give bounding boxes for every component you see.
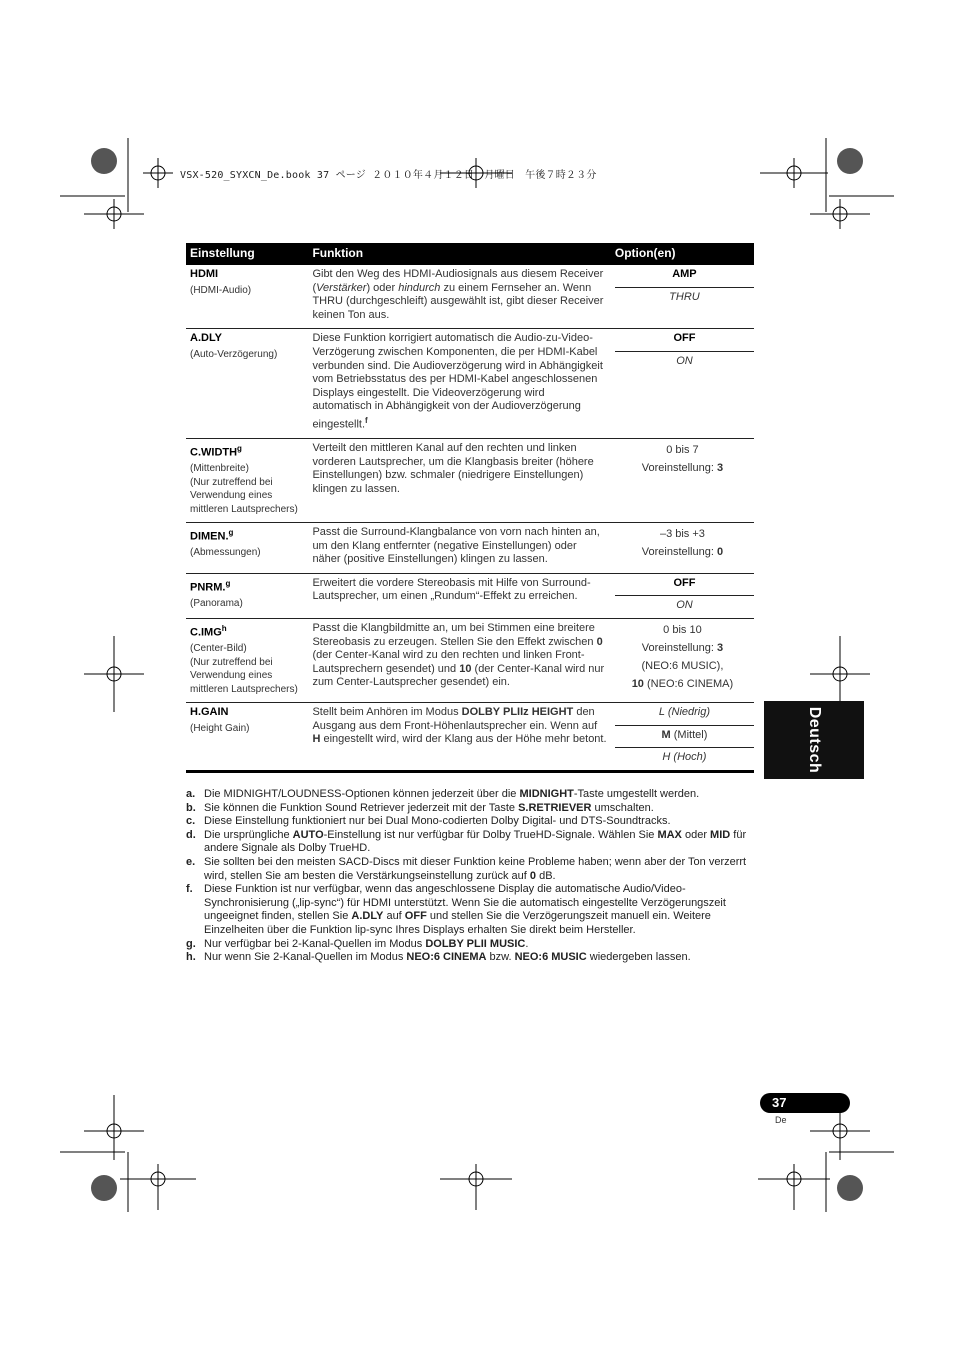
footnote: b. Sie können die Funktion Sound Retriever jederzeit mit der Taste S.RETRIEVER umschalten. xyxy=(186,801,654,814)
footnotes xyxy=(186,788,756,965)
footnote-ref: g xyxy=(225,578,231,588)
page-number: 37 xyxy=(772,1095,787,1110)
option-value: M (Mittel) xyxy=(615,726,754,749)
table-row xyxy=(186,702,754,771)
option-range: 0 bis 7 Voreinstellung: 3 xyxy=(641,444,724,475)
col-header-options: Option(en) xyxy=(611,243,754,265)
table-row xyxy=(186,619,754,703)
footnote: d. Die ursprüngliche AUTO-Einstellung ist nur verfügbar für Dolby TrueHD-Signale. Wählen Sie MAX oder MID für andere Signale als Dolby TrueHD. xyxy=(186,828,747,855)
setting-description: Passt die Surround-Klangbalance von vorn nach hinten an, um den Klang entfernter (negative Einstellungen) oder näher (positive Einstellungen) klingen zu lassen. xyxy=(312,526,600,566)
footnote: f. Diese Funktion ist nur verfügbar, wenn das angeschlossene Display die automatische Audio/Video-Synchronisierung („lip-sync“) für HDMI unterstützt. Wenn Sie die automatisch eingestellte Verzögerungszeit ungeeignet finden, stellen Sie A.DLY auf OFF und stellen Sie die Verzögerungszeit manuell ein. Weitere Einzelheiten über die Funktion lip-sync Ihres Displays erhalten Sie direkt beim Hersteller. xyxy=(186,883,726,936)
page-number-badge xyxy=(760,1093,850,1113)
option-value: AMP xyxy=(615,265,754,288)
option-value: OFF xyxy=(615,329,754,352)
footnote: c. Diese Einstellung funktioniert nur bei Dual Mono-codierten Dolby Digital- und DTS-Soundtracks. xyxy=(186,815,671,828)
setting-subtitle: (Height Gain) xyxy=(190,722,250,734)
table-header-row xyxy=(186,243,754,265)
table-row xyxy=(186,523,754,574)
table-row xyxy=(186,329,754,439)
col-header-setting: Einstellung xyxy=(186,243,308,265)
settings-table xyxy=(186,243,754,773)
setting-name: HDMI xyxy=(190,268,219,280)
setting-name: DIMEN.$^g$ xyxy=(190,528,234,543)
print-header-line: VSX-520_SYXCN_De.book 37 ページ ２０１０年４月１２日 月曜日 午後７時２３分 xyxy=(180,170,597,181)
footnote-ref: h xyxy=(221,624,227,634)
footnote-ref: g xyxy=(237,444,242,454)
option-value: ON xyxy=(676,354,693,367)
option-value: L (Niedrig) xyxy=(615,703,754,726)
table-row xyxy=(186,573,754,618)
setting-name: PNRM.$^g$ xyxy=(190,578,231,594)
option-value: ON xyxy=(676,599,693,612)
setting-subtitle: (Abmessungen) xyxy=(190,547,261,559)
footnote-ref: g xyxy=(228,528,234,538)
footnote: e. Sie sollten bei den meisten SACD-Discs mit dieser Funktion keine Probleme haben; wenn aber der Ton verzerrt wird, stellen Sie am besten die Verstärkungseinstellung zurück auf 0 dB. xyxy=(186,855,747,882)
setting-note: (Nur zutreffend bei Verwendung eines mittleren Lautsprechers) xyxy=(190,656,298,695)
setting-description: Erweitert die vordere Stereobasis mit Hilfe von Surround-Lautsprecher, um einen „Rundum“-Effekt zu erreichen. xyxy=(312,576,591,603)
footnote-ref: f xyxy=(365,415,368,425)
language-side-tab: Deutsch xyxy=(764,701,864,779)
option-range: 0 bis 10 Voreinstellung: 3 (NEO:6 MUSIC), 10 (NEO:6 CINEMA) xyxy=(631,624,734,691)
setting-description: Verteilt den mittleren Kanal auf den rechten und linken vorderen Lautsprecher, um die Klangbasis breiter (höhere Einstellungen) bzw. schmaler (niedrigere Einstellungen) klingen zu lassen. xyxy=(312,442,594,495)
setting-note: (Nur zutreffend bei Verwendung eines mittleren Lautsprechers) xyxy=(190,476,298,515)
setting-subtitle: (HDMI-Audio) xyxy=(190,284,252,296)
setting-description: Passt die Klangbildmitte an, um bei Stimmen eine breitere Stereobasis zu erzeugen. Stellen Sie den Effekt zwischen 0 (der Center-Kanal wird zu den rechten und linken Front-Lautsprechern gesendet) und 10 (der Center-Kanal wird nur zum Center-Lautsprecher gesendet) ein. xyxy=(312,622,605,689)
setting-subtitle: (Center-Bild) xyxy=(190,643,247,655)
setting-description: Stellt beim Anhören im Modus DOLBY PLIIz HEIGHT den Ausgang aus dem Front-Höhenlautsprecher ein. Wenn auf H eingestellt wird, wird der Klang aus der Höhe mehr betont. xyxy=(312,705,607,746)
option-range: –3 bis +3 Voreinstellung: 0 xyxy=(641,528,724,559)
option-value: THRU xyxy=(669,290,700,303)
option-value: OFF xyxy=(615,574,754,597)
footnote: g. Nur verfügbar bei 2-Kanal-Quellen im Modus DOLBY PLII MUSIC. xyxy=(186,937,529,950)
table-row xyxy=(186,265,754,329)
setting-description: Gibt den Weg des HDMI-Audiosignals aus diesem Receiver (Verstärker) oder hindurch zu einem Fernseher an. Wenn THRU (durchgeschleift) ausgewählt ist, gibt dieser Receiver keinen Ton aus. xyxy=(312,268,604,321)
setting-name: A.DLY xyxy=(190,332,222,345)
footnote: h. Nur wenn Sie 2-Kanal-Quellen im Modus NEO:6 CINEMA bzw. NEO:6 MUSIC wiedergeben lassen. xyxy=(186,951,691,964)
setting-name: C.IMG$^h$ xyxy=(190,624,227,639)
col-header-function: Funktion xyxy=(308,243,610,265)
setting-description: Diese Funktion korrigiert automatisch die Audio-zu-Video-Verzögerung zwischen Komponenten, die per HDMI-Kabel verbunden sind. Die Audioverzögerung wird in Abhängigkeit vom Betriebsstatus des per HDMI-Kabel angeschlossenen Displays eingestellt. Die Videoverzögerung wird automatisch in Abhängigkeit von der Audioverzögerung eingestellt.$^f$ xyxy=(312,332,603,431)
setting-subtitle: (Panorama) xyxy=(190,598,243,610)
setting-subtitle: (Auto-Verzögerung) xyxy=(190,348,278,360)
page-language-code: De xyxy=(775,1115,787,1125)
table-row xyxy=(186,439,754,523)
setting-subtitle: (Mittenbreite) xyxy=(190,463,249,475)
option-value: H (Hoch) xyxy=(662,751,707,764)
footnote: a. Die MIDNIGHT/LOUDNESS-Optionen können jederzeit über die MIDNIGHT-Taste umgestellt werden. xyxy=(186,788,700,800)
setting-name: H.GAIN xyxy=(190,705,229,718)
setting-name: C.WIDTH$^g$ xyxy=(190,444,242,459)
